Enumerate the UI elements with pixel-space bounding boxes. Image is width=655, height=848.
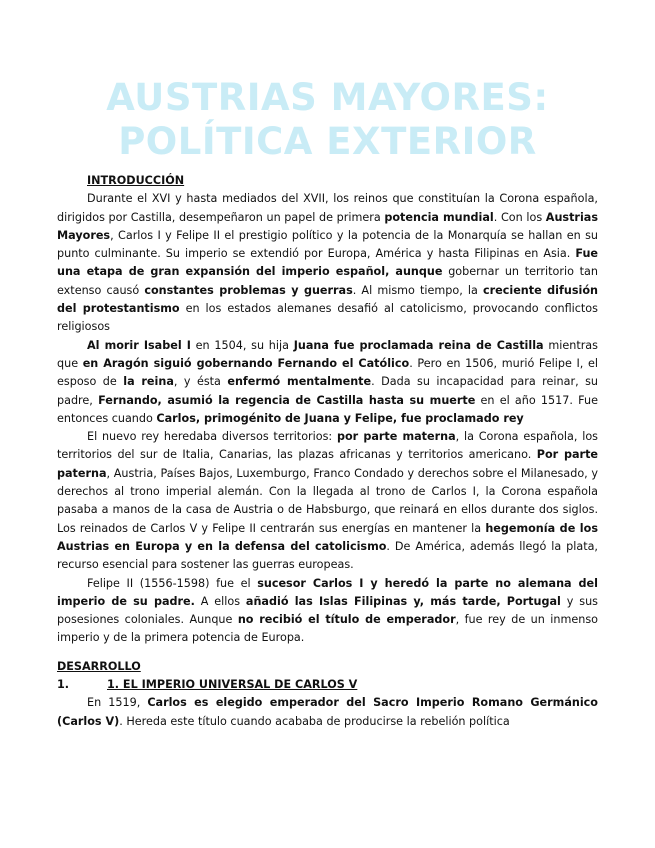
- bold-text: creciente difusión del protestantismo: [57, 283, 598, 316]
- text-segment: A ellos: [194, 594, 246, 608]
- document-title: [0, 76, 655, 164]
- bold-text: Juana fue proclamada reina de Castilla: [293, 338, 544, 352]
- paragraph-1: [57, 190, 598, 336]
- text-segment: , Carlos I y Felipe II el prestigio político y la potencia de la Monarquía se hallan en su punto culminante. Su imperio se extendió por Europa, América y hasta Filipinas en Asia.: [57, 228, 598, 261]
- text-segment: , la Corona española, los territorios del sur de Italia, Canarias, las plazas africanas y territorios americano.: [57, 430, 599, 462]
- intro-heading: INTRODUCCIÓN: [87, 174, 185, 187]
- text-segment: En 1519,: [87, 696, 148, 710]
- paragraph-2: [57, 337, 598, 428]
- bold-text: Al morir Isabel I: [87, 338, 191, 352]
- text-segment: y sus posesiones coloniales. Aunque: [57, 594, 598, 627]
- bold-text: Carlos es elegido emperador del Sacro Imperio Romano Germánico (Carlos V): [57, 696, 598, 728]
- text-segment: mientras que: [57, 338, 598, 370]
- section-1-title: 1. EL IMPERIO UNIVERSAL DE CARLOS V: [107, 678, 358, 692]
- text-segment: , y ésta: [173, 375, 228, 389]
- text-segment: El nuevo rey heredaba diversos territorios:: [87, 430, 337, 444]
- text-segment: . Pero en 1506, murió Felipe I, el esposo de: [57, 356, 598, 389]
- paragraph-4: [57, 575, 598, 648]
- text-segment: Felipe II (1556-1598) fue el: [87, 576, 258, 590]
- text-segment: en 1504, su hija: [190, 338, 294, 352]
- text-segment: . Hereda este título cuando acababa de producirse la rebelión política: [119, 714, 510, 728]
- text-segment: en los estados alemanes desafió al catolicismo, provocando conflictos religiosos: [57, 302, 598, 334]
- bold-text: constantes problemas y guerras: [144, 283, 353, 297]
- bold-text: Fue una etapa de gran expansión del imperio español, aunque: [57, 247, 598, 279]
- section-1-heading: [57, 676, 598, 694]
- section-1-number: 1.: [57, 678, 70, 692]
- bold-text: añadió las Islas Filipinas y, más tarde, Portugal: [245, 594, 561, 608]
- bold-text: hegemonía de los Austrias en Europa y en la defensa del catolicismo: [57, 521, 598, 553]
- paragraph-3: [57, 428, 598, 574]
- text-segment: , fue rey de un inmenso imperio y de la primera potencia de Europa.: [57, 613, 598, 645]
- text-segment: . Al mismo tiempo, la: [352, 283, 484, 297]
- document-body: [57, 172, 598, 731]
- text-segment: . Dada su incapacidad para reinar, su padre,: [57, 375, 599, 407]
- bold-text: sucesor Carlos I y heredó la parte no alemana del imperio de su padre.: [57, 576, 598, 608]
- bold-text: por parte materna: [336, 430, 456, 444]
- bold-text: Carlos, primogénito de Juana y Felipe, fue proclamado rey: [156, 411, 524, 425]
- text-segment: Durante el XVI y hasta mediados del XVII, los reinos que constituían la Corona española, dirigidos por Castilla, desempeñaron un papel de primera: [57, 192, 598, 224]
- bold-text: Fernando, asumió la regencia de Castilla hasta su muerte: [98, 393, 476, 407]
- bold-text: en Aragón siguió gobernando Fernando el Católico: [82, 356, 410, 370]
- bold-text: no recibió el título de emperador: [237, 613, 456, 627]
- bold-text: enfermó mentalmente: [227, 375, 372, 389]
- bold-text: potencia mundial: [384, 210, 494, 224]
- desarrollo-heading: DESARROLLO: [57, 659, 141, 673]
- title-line-2: POLÍTICA EXTERIOR: [118, 120, 537, 163]
- title-line-1: AUSTRIAS MAYORES:: [106, 76, 549, 119]
- paragraph-5: [57, 694, 598, 731]
- bold-text: Por parte paterna: [57, 448, 599, 480]
- text-segment: . Con los: [493, 210, 546, 224]
- text-segment: . De América, además llegó la plata, recurso esencial para sostener las guerras europeas.: [57, 539, 598, 572]
- bold-text: la reina: [123, 375, 174, 389]
- text-segment: gobernar un territorio tan extenso causó: [57, 265, 598, 297]
- bold-text: Austrias Mayores: [57, 210, 598, 242]
- text-segment: , Austria, Países Bajos, Luxemburgo, Franco Condado y derechos sobre el Milanesado, y derechos al trono imperial alemán. Con la llegada al trono de Carlos I, la Corona española pasaba a manos de la casa de Austria o de Habsburgo, que reinará en ellos durante dos siglos. Los reinados de Carlos V y Felipe II centrarán sus energías en mantener la: [57, 466, 598, 535]
- text-segment: en el año 1517. Fue entonces cuando: [57, 393, 598, 425]
